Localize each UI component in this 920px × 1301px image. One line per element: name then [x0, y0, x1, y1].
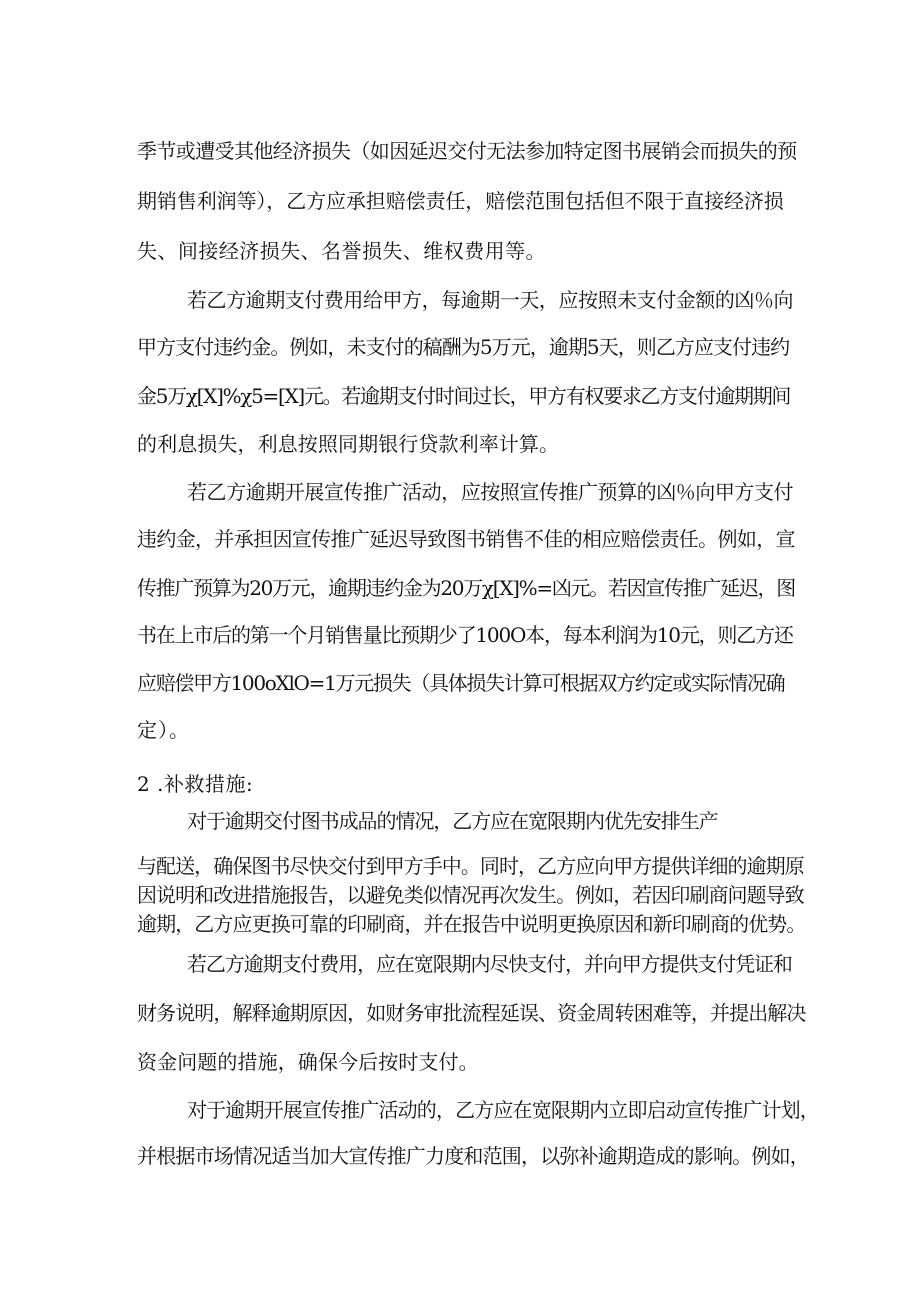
paragraph-line: 若乙方逾期支付费用给甲方，每逾期一天，应按照未支付金额的凶％向 [187, 288, 794, 312]
section-heading: 2 .补救措施: [137, 772, 254, 796]
paragraph-line: 若乙方逾期支付费用，应在宽限期内尽快支付，并向甲方提供支付凭证和 [187, 952, 792, 976]
paragraph-line: 应赔偿甲方100oXlO=1万元损失（具体损失计算可根据双方约定或实际情况确 [137, 671, 785, 695]
paragraph-line: 失、间接经济损失、名誉损失、维权费用等。 [137, 239, 546, 263]
paragraph-line: 传推广预算为20万元，逾期违约金为20万χ[X]%=凶元。若因宣传推广延迟，图 [137, 576, 795, 600]
paragraph-line: 甲方支付违约金。例如，未支付的稿酬为5万元，逾期5天，则乙方应支付违约 [137, 335, 790, 359]
paragraph-line: 季节或遭受其他经济损失（如因延迟交付无法参加特定图书展销会而损失的预 [137, 139, 797, 163]
paragraph-line: 书在上市后的第一个月销售量比预期少了100O本，每本利润为10元，则乙方还 [137, 623, 793, 647]
paragraph-line: 期销售利润等），乙方应承担赔偿责任，赔偿范围包括但不限于直接经济损 [137, 189, 784, 213]
paragraph-line: 金5万χ[X]%χ5=[X]元。若逾期支付时间过长，甲方有权要求乙方支付逾期期间 [137, 384, 791, 408]
paragraph-line: 若乙方逾期开展宣传推广活动，应按照宣传推广预算的凶％向甲方支付 [187, 480, 794, 504]
paragraph-line: 对于逾期开展宣传推广活动的，乙方应在宽限期内立即启动宣传推广计划， [187, 1098, 819, 1122]
paragraph-line: 违约金，并承担因宣传推广延迟导致图书销售不佳的相应赔偿责任。例如，宣 [137, 527, 795, 551]
paragraph-line: 定）。 [137, 718, 190, 742]
paragraph-line: 与配送，确保图书尽快交付到甲方手中。同时，乙方应向甲方提供详细的逾期原 [137, 854, 804, 878]
paragraph-line: 资金问题的措施，确保今后按时支付。 [137, 1050, 479, 1074]
paragraph-line: 财务说明，解释逾期原因，如财务审批流程延误、资金周转困难等，并提出解决 [137, 1001, 806, 1025]
paragraph-line: 因说明和改进措施报告，以避免类似情况再次发生。例如，若因印刷商问题导致 [137, 883, 804, 907]
paragraph-line: 并根据市场情况适当加大宣传推广力度和范围，以弥补逾期造成的影响。例如， [137, 1144, 809, 1168]
paragraph-line: 逾期，乙方应更换可靠的印刷商，并在报告中说明更换原因和新印刷商的优势。 [137, 912, 806, 936]
paragraph-line: 对于逾期交付图书成品的情况，乙方应在宽限期内优先安排生产 [187, 809, 718, 833]
paragraph-line: 的利息损失，利息按照同期银行贷款利率计算。 [137, 432, 560, 456]
